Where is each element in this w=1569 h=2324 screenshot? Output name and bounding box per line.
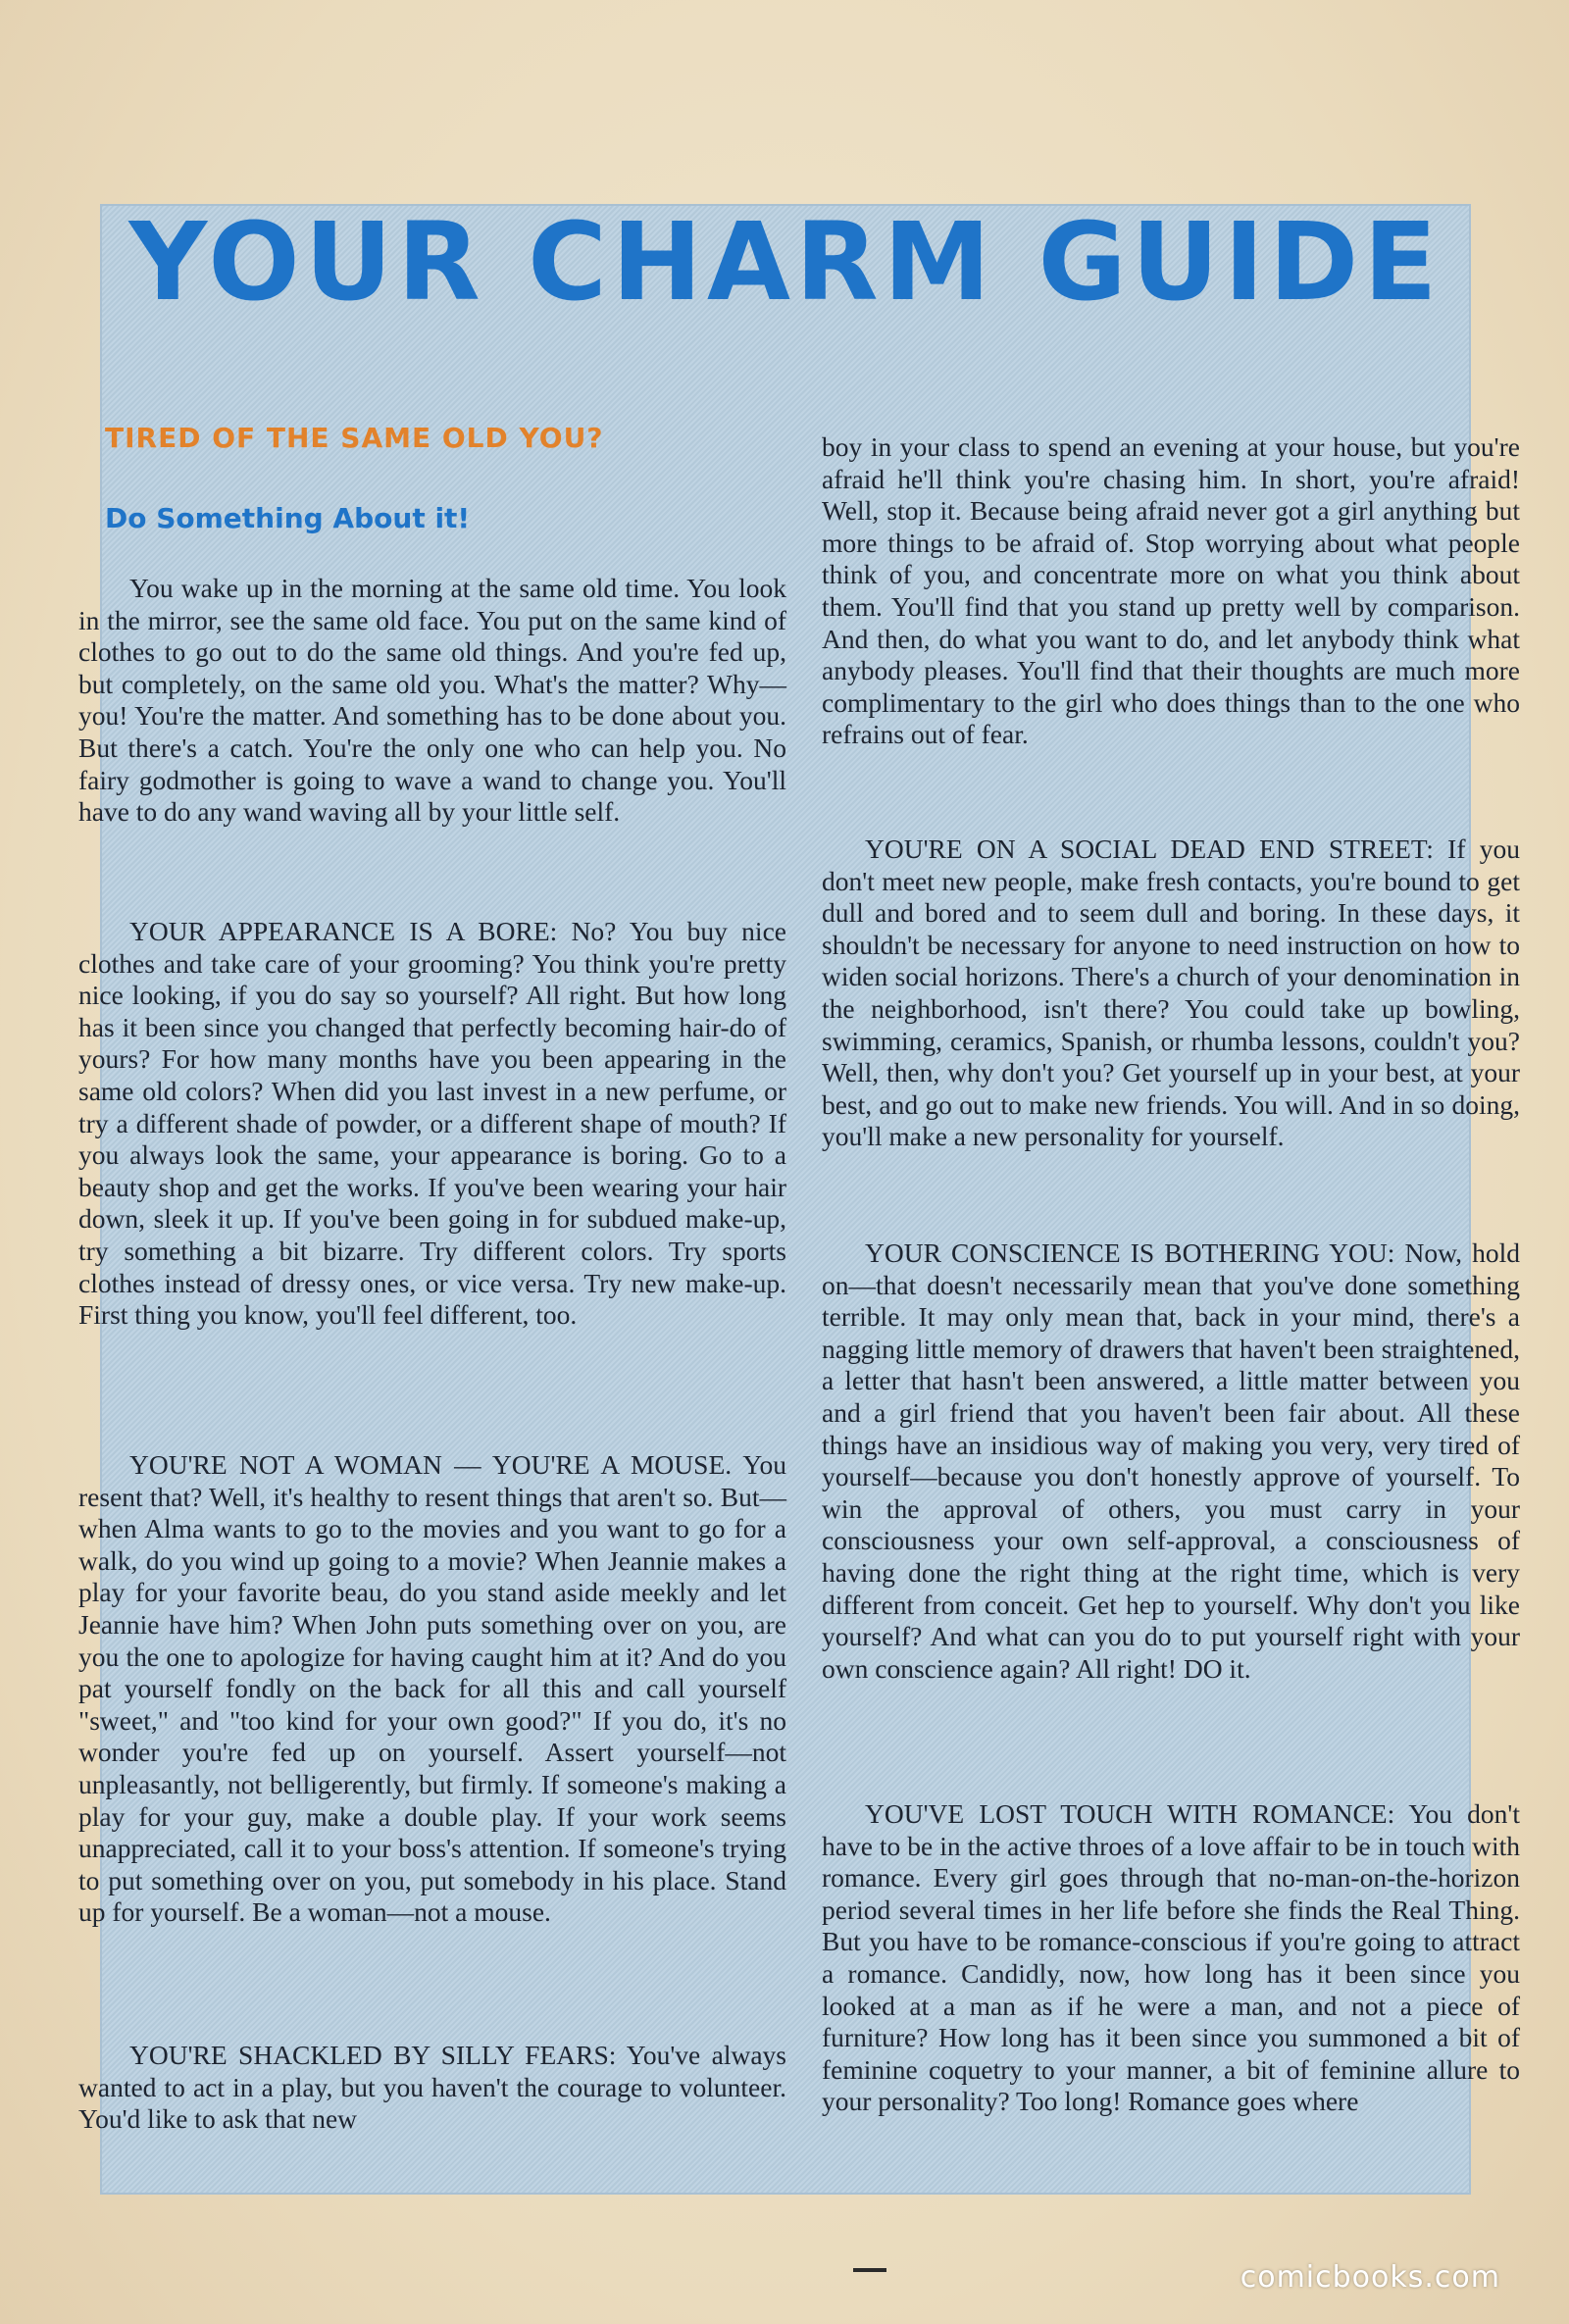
article-headline: TIRED OF THE SAME OLD YOU? [105, 422, 604, 454]
site-watermark: comicbooks.com [1240, 2260, 1500, 2295]
right-paragraph-social: YOU'RE ON A SOCIAL DEAD END STREET: If you don't meet new people, make fresh contacts, you're bound to get dull and bored and to seem dull and boring. In these days, it shouldn't be necessary for anyone to need instruction on how to widen social horizons. There's a church of your denomination in the neighborhood, isn't there? You could take up bowling, swimming, ceramics, Spanish, or rhumba lessons, couldn't you? Well, then, why don't you? Get yourself up in your best, at your best, and go out to make new friends. You will. And in so doing, you'll make a new personality for yourself. [822, 834, 1520, 1152]
page-title: YOUR CHARM GUIDE [128, 199, 1442, 325]
left-paragraph-intro: You wake up in the morning at the same old time. You look in the mirror, see the same old face. You put on the same kind of clothes to go out to do the same old things. And you're fed up, but completely, on the same old you. What's the matter? Why—you! You're the matter. And something has to be done about you. But there's a catch. You're the only one who can help you. No fairy godmother is going to wave a wand to change you. You'll have to do any wand waving all by your little self. [78, 573, 786, 828]
print-mark [853, 2268, 886, 2272]
right-paragraph-conscience: YOUR CONSCIENCE IS BOTHERING YOU: Now, hold on—that doesn't necessarily mean that you've done something terrible. It may only mean that, back in your mind, there's a nagging little memory of drawers that haven't been straightened, a letter that hasn't been answered, a little matter between you and a girl friend that you haven't been fair about. All these things have an insidious way of making you very, very tired of yourself—because you don't honestly approve of yourself. To win the approval of others, you must carry in your consciousness your own self-approval, a consciousness of having done the right thing at the right time, which is very different from conceit. Get hep to yourself. Why don't you like yourself? And what can you do to put yourself right with your own conscience again? All right! DO it. [822, 1238, 1520, 1684]
right-paragraph-fears-continued: boy in your class to spend an evening at your house, but you're afraid he'll think you're chasing him. In short, you're afraid! Well, stop it. Because being afraid never got a girl anything but more things to be afraid of. Stop worrying about what people think of you, and concentrate more on what you think about them. You'll find that you stand up pretty well by comparison. And then, do what you want to do, and let anybody think what anybody pleases. You'll find that their thoughts are much more complimentary to the girl who does things than to the one who refrains out of fear. [822, 431, 1520, 750]
article-subheadline: Do Something About it! [105, 502, 471, 534]
right-paragraph-romance: YOU'VE LOST TOUCH WITH ROMANCE: You don't have to be in the active throes of a love affair to be in touch with romance. Every girl goes through that no-man-on-the-horizon period several times in her life before she finds the Real Thing. But you have to be romance-conscious if you're going to attract a romance. Candidly, now, how long has it been since you looked at a man as if he were a man, and not a piece of furniture? How long has it been since you summoned a bit of feminine coquetry to your manner, a bit of feminine allure to your personality? Too long! Romance goes where [822, 1798, 1520, 2117]
left-paragraph-appearance: YOUR APPEARANCE IS A BORE: No? You buy nice clothes and take care of your grooming? You think you're pretty nice looking, if you do say so yourself? All right. But how long has it been since you changed that perfectly becoming hair-do of yours? For how many months have you been appearing in the same old colors? When did you last invest in a new perfume, or try a different shade of powder, or a different shape of mouth? If you always look the same, your appearance is boring. Go to a beauty shop and get the works. If you've been wearing your hair down, sleek it up. If you've been going in for subdued make-up, try something a bit bizarre. Try different colors. Try sports clothes instead of dressy ones, or vice versa. Try new make-up. First thing you know, you'll feel different, too. [78, 916, 786, 1331]
left-paragraph-fears: YOU'RE SHACKLED BY SILLY FEARS: You've always wanted to act in a play, but you haven't the courage to volunteer. You'd like to ask that new [78, 2040, 786, 2135]
left-paragraph-mouse: YOU'RE NOT A WOMAN — YOU'RE A MOUSE. You resent that? Well, it's healthy to resent things that aren't so. But—when Alma wants to go to the movies and you want to go for a walk, do you wind up going to a movie? When Jeannie makes a play for your favorite beau, do you stand aside meekly and let Jeannie have him? When John puts something over on you, are you the one to apologize for having caught him at it? And do you pat yourself fondly on the back for all this and call yourself "sweet," and "too kind for your own good?" If you do, it's no wonder you're fed up on yourself. Assert yourself—not unpleasantly, not belligerently, but firmly. If someone's making a play for your guy, make a double play. If your work seems unappreciated, call it to your boss's attention. If someone's trying to put something over on you, put somebody in his place. Stand up for yourself. Be a woman—not a mouse. [78, 1449, 786, 1928]
